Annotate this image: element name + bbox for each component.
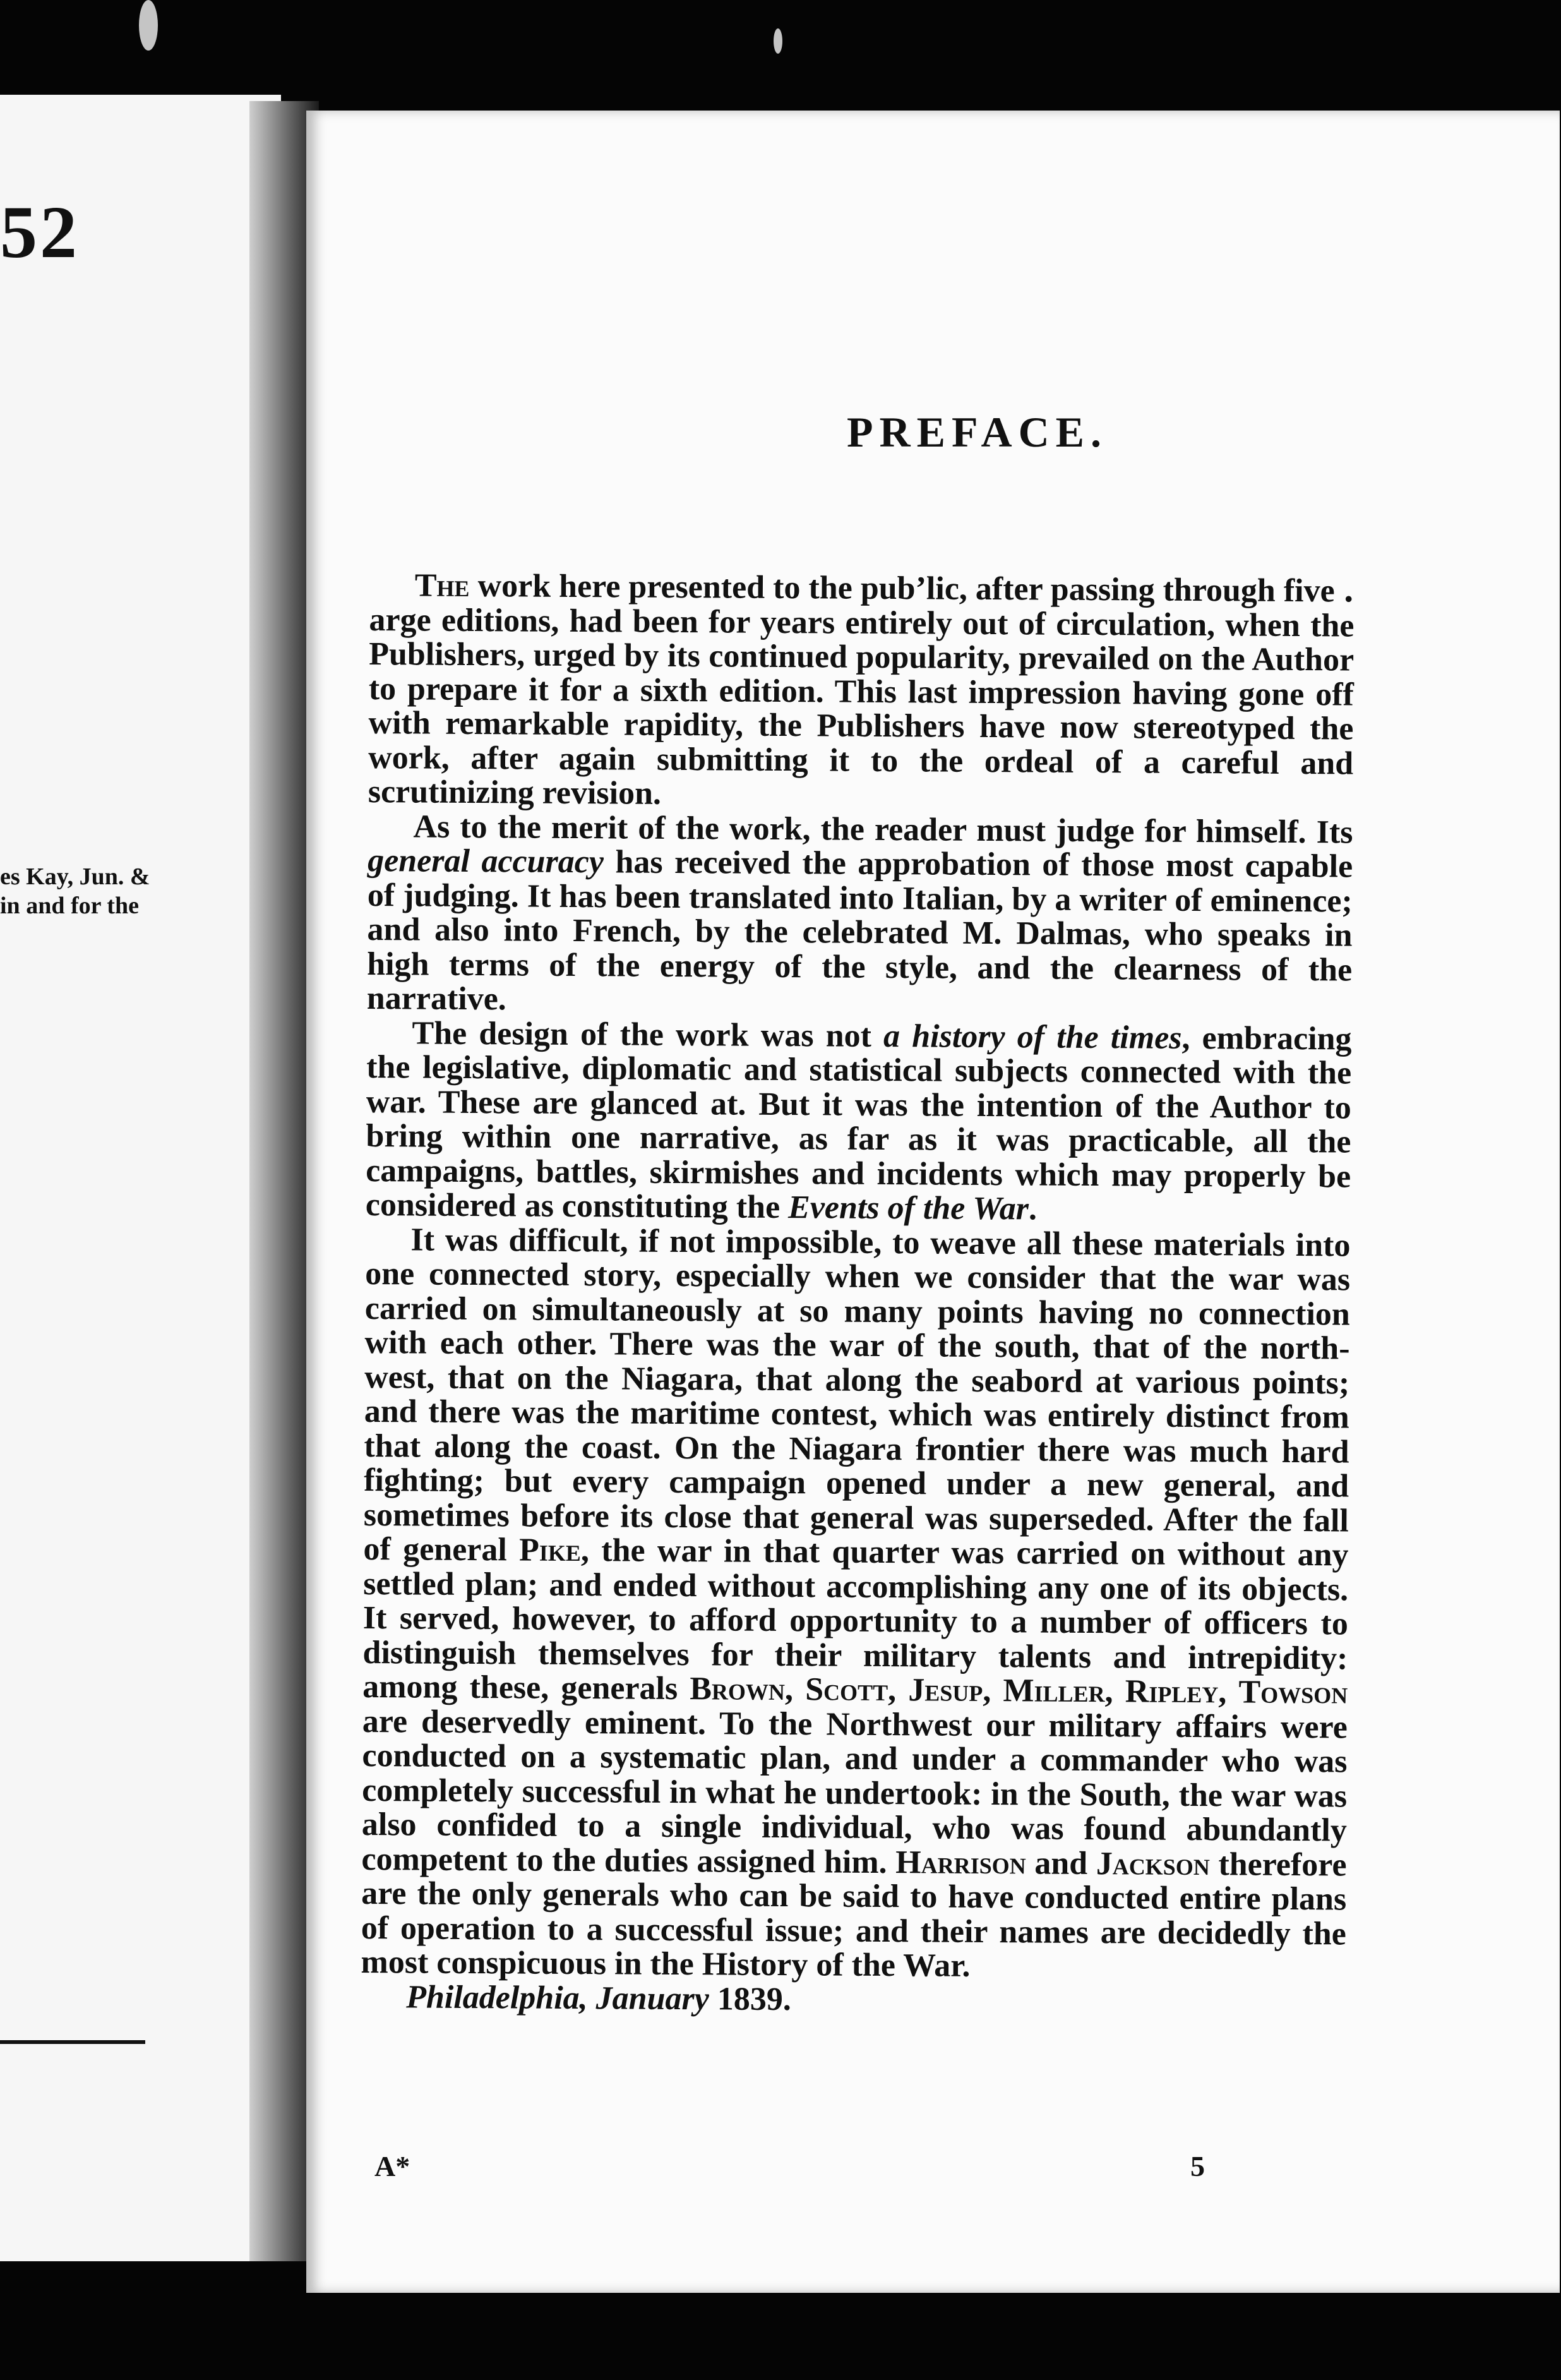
small-caps-text: Brown [690, 1671, 786, 1708]
small-caps-text: Pike [518, 1532, 582, 1569]
scan-scuff [139, 0, 158, 51]
right-page [306, 111, 1560, 2293]
imprint-text [0, 862, 150, 920]
paragraph-text: has received the approbation of those most capable of judging. It has been translated into Italian, by a writer of eminence; and also into French, by the celebrated M. Dalmas, who speaks in high terms of the energy of the style, and the clearness of the narrative. [366, 844, 1353, 1018]
signature-mark: A* [374, 2150, 410, 2182]
folio-page-number: 5 [1190, 2150, 1205, 2182]
paragraph-text: therefore are the only generals who can be said to have conducted entire plans of operation to a successful issue; and their names are decidedly the most conspicuous in the History of the War. [361, 1846, 1347, 1984]
imprint-line: in and for the [0, 892, 139, 919]
paragraph-text: As to the merit of the work, the reader must judge for himself. Its [413, 808, 1353, 851]
scan-scuff [774, 28, 782, 54]
small-caps-text: Harrison [895, 1844, 1026, 1881]
imprint-line: es Kay, Jun. & [0, 863, 150, 890]
page-title: PREFACE. [846, 408, 1108, 456]
paragraph-text: , [1218, 1674, 1239, 1710]
paragraph-text: , [784, 1671, 806, 1708]
small-caps-text: Ripley [1125, 1673, 1219, 1710]
left-page-number: 52 [0, 191, 80, 273]
preface-body [361, 568, 1355, 2020]
preface-paragraph [368, 568, 1355, 815]
small-caps-text: Jesup [908, 1672, 983, 1709]
preface-paragraph [361, 1222, 1350, 1986]
small-caps-text: The [414, 567, 470, 604]
paragraph-text: are deservedly eminent. To the Northwest our military affairs were conducted on a systematic plan, and under a commander who was completely successful in what he undertook: in the South, the war was also confided to a single individual, who was found abundantly competent to the duties assigned him. [361, 1703, 1348, 1880]
paragraph-text: , the war in that quarter was carried on without any settled plan; and ended without accomplishing any one of its objects. It served, however, to afford opportunity to a number of officers to distinguish themselves for their military talents and intrepidity: among these, generals [362, 1532, 1349, 1707]
preface-paragraph [367, 809, 1353, 1022]
signature-place-date: Philadelphia, January [406, 1978, 709, 2017]
signature-year: 1839. [717, 1980, 791, 2017]
paragraph-text: , [983, 1672, 1003, 1709]
paragraph-container [361, 568, 1355, 1986]
paragraph-text: The design of the work was not [412, 1014, 884, 1054]
paragraph-text: and [1026, 1844, 1096, 1882]
left-facing-page [0, 95, 281, 2261]
paragraph-text: It was difficult, if not impossible, to weave all these materials into one connected story, especially when we consider that the war was carried on simultaneously at so many points having no connection with each other. There was the war of the south, that of the north-west, that on the Niagara, that along the seabord at various points; and there was the maritime contest, which was entirely distinct from that along the coast. On the Niagara frontier there was much hard fighting; but every campaign opened under a new general, and sometimes before its close that general was superseded. After the fall of general [363, 1221, 1351, 1568]
preface-paragraph [366, 1016, 1352, 1229]
small-caps-text: Scott [805, 1671, 888, 1709]
small-caps-text: Towson [1238, 1674, 1348, 1711]
signature-line [361, 1980, 1346, 2020]
horizontal-rule [0, 2040, 145, 2044]
italic-text: a history of the times [883, 1018, 1182, 1056]
italic-text: general accuracy [368, 842, 604, 880]
italic-text: Events of the War [787, 1189, 1029, 1227]
small-caps-text: Miller [1003, 1673, 1105, 1710]
paragraph-text: work here presented to the pubʼlic, after passing through five ․arge editions, had been for years entirely out of circulation, when the Publishers, urged by its continued popularity, prevailed on the Author to prepare it for a sixth edition. This last impression having gone off with remarkable rapidity, the Publishers have now stereotyped the work, after again submitting it to the ordeal of a careful and scrutinizing revision. [368, 567, 1355, 812]
paragraph-text: . [1028, 1191, 1038, 1227]
paragraph-text: , [1104, 1673, 1125, 1710]
paragraph-text: , [887, 1672, 909, 1709]
paragraph-text: , embracing the legislative, diplomatic and statistical subjects connected with the war. These are glanced at. But it was the intention of the Author to bring within one narrative, as far as it was practicable, all the campaigns, battles, skirmishes and incidents which may properly be considered as constituting the [365, 1019, 1352, 1226]
small-caps-text: Jackson [1096, 1845, 1210, 1882]
